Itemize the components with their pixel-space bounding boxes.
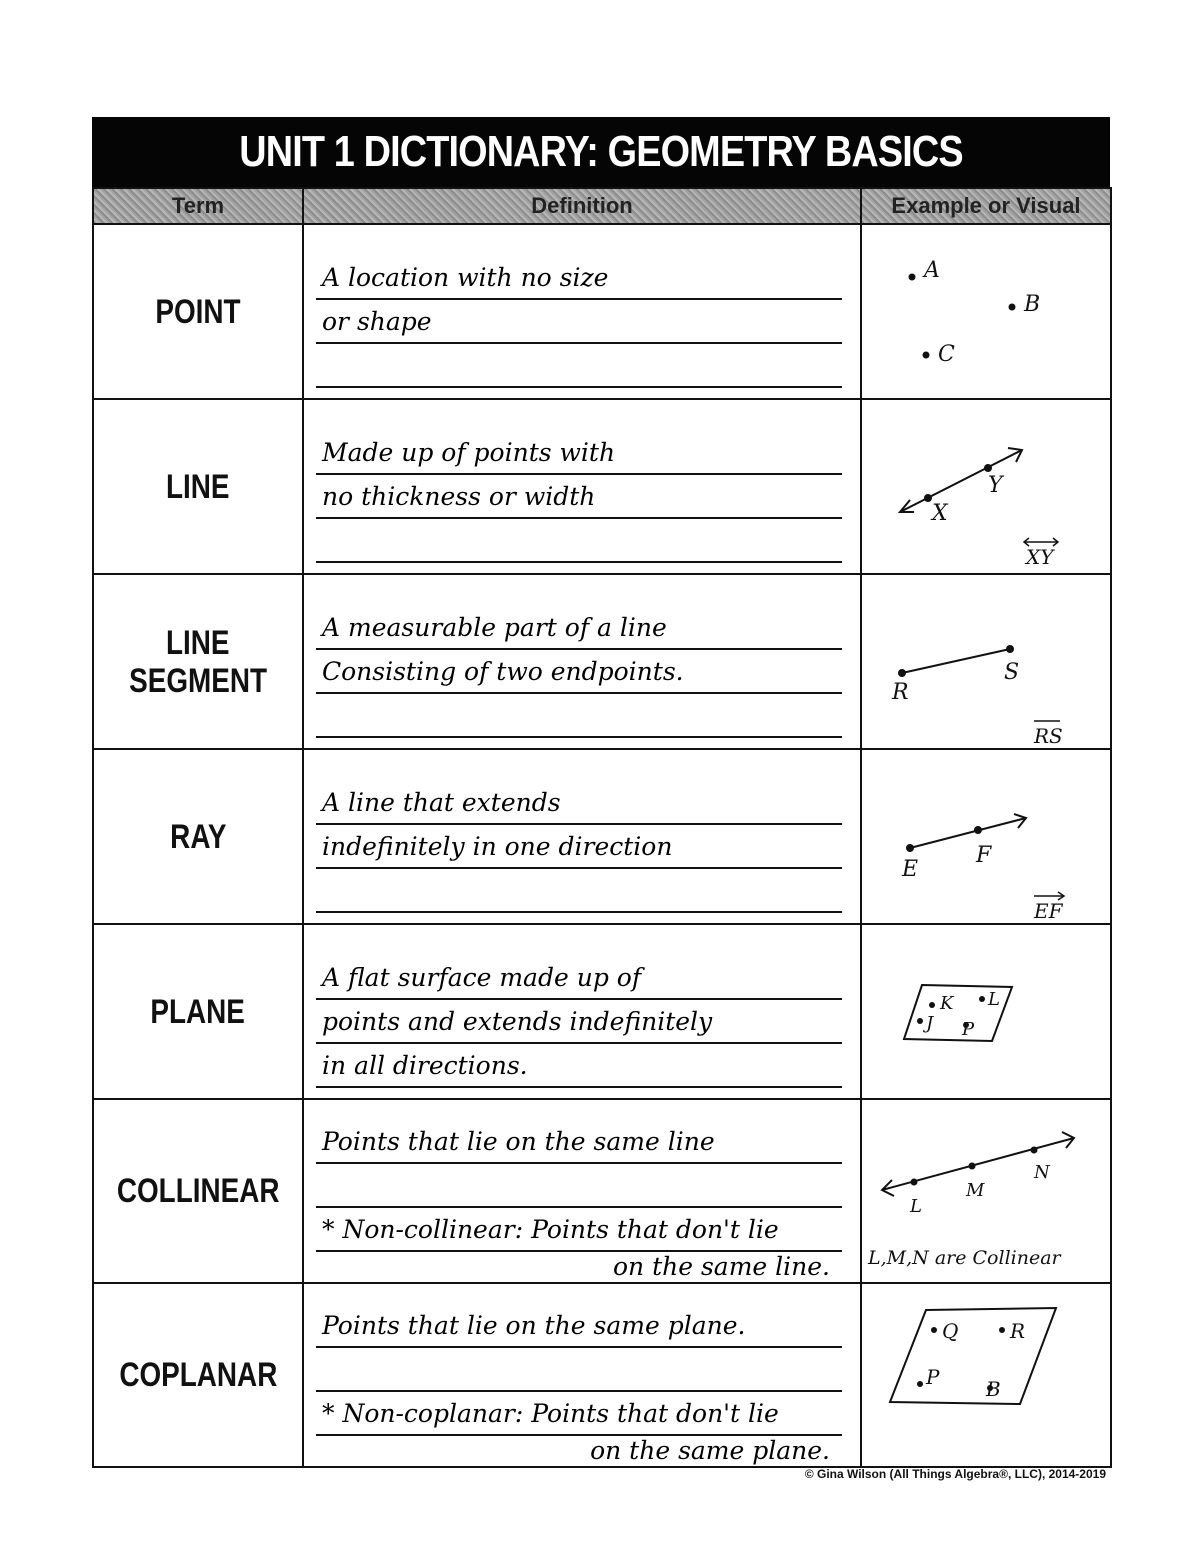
definition-line: A flat surface made up of: [316, 956, 842, 1000]
label-n: N: [1034, 1162, 1050, 1183]
definition-line: or shape: [316, 300, 842, 344]
ray-diagram: [862, 750, 1108, 922]
label-y: Y: [988, 473, 1003, 498]
definition-line: Points that lie on the same plane.: [316, 1304, 842, 1348]
header-row: [93, 188, 1111, 224]
visual-cell: [861, 399, 1111, 574]
term-cell: [93, 1283, 303, 1467]
visual-cell: [861, 1283, 1111, 1467]
collinear-diagram: [862, 1100, 1108, 1272]
term-line-segment-2: SEGMENT: [129, 661, 267, 700]
notation-rs: RS: [1034, 724, 1063, 747]
label-a: A: [924, 258, 940, 283]
label-e: E: [902, 857, 919, 882]
term-ray: RAY: [169, 817, 227, 856]
term-line-segment-1: LINE: [166, 623, 230, 662]
definition-line: [316, 694, 842, 738]
definition-line: [316, 344, 842, 388]
label-s: S: [1004, 660, 1020, 685]
definition-line: A line that extends: [316, 781, 842, 825]
label-c: C: [938, 342, 955, 367]
table-row: [93, 224, 1111, 399]
label-p: P: [926, 1365, 940, 1389]
label-p: P: [962, 1019, 975, 1040]
definition-line: A measurable part of a line: [316, 606, 842, 650]
term-collinear: COLLINEAR: [116, 1172, 280, 1210]
header-example: Example or Visual: [861, 188, 1111, 224]
dictionary-table: [92, 187, 1112, 1468]
definition-line: * Non-coplanar: Points that don't lie: [316, 1392, 842, 1436]
visual-cell: [861, 924, 1111, 1099]
line-diagram: [862, 400, 1108, 572]
segment-diagram: [862, 575, 1108, 747]
label-m: M: [966, 1180, 985, 1201]
visual-cell: [861, 574, 1111, 749]
term-point: POINT: [155, 292, 241, 331]
notation-xy: XY: [1026, 545, 1054, 569]
label-x: X: [932, 501, 948, 526]
table-row: [93, 1099, 1111, 1283]
plane-diagram: [862, 925, 1108, 1097]
definition-line: * Non-collinear: Points that don't lie: [316, 1208, 842, 1252]
label-k: K: [940, 993, 954, 1014]
notation-ef: EF: [1034, 899, 1063, 922]
definition-line: Consisting of two endpoints.: [316, 650, 842, 694]
points-diagram: [862, 225, 1108, 397]
table-row: [93, 749, 1111, 924]
label-l: L: [988, 989, 1000, 1010]
header-term: Term: [93, 188, 303, 224]
definition-cell: [303, 224, 861, 399]
label-b: B: [1024, 292, 1041, 317]
table-row: [93, 574, 1111, 749]
definition-cell: [303, 924, 861, 1099]
table-row: [93, 399, 1111, 574]
visual-cell: [861, 224, 1111, 399]
visual-cell: [861, 1099, 1111, 1283]
label-r: R: [892, 680, 909, 705]
visual-cell: [861, 749, 1111, 924]
definition-line: Points that lie on the same line: [316, 1120, 842, 1164]
term-coplanar: COPLANAR: [118, 1356, 277, 1394]
definition-line: in all directions.: [316, 1044, 842, 1088]
definition-cell: [303, 1099, 861, 1283]
term-cell: [93, 224, 303, 399]
label-f: F: [976, 843, 992, 868]
label-q: Q: [942, 1319, 959, 1343]
definition-line: A location with no size: [316, 256, 842, 300]
definition-cell: [303, 399, 861, 574]
definition-cell: [303, 574, 861, 749]
term-line: LINE: [166, 467, 230, 506]
definition-line: indefinitely in one direction: [316, 825, 842, 869]
definition-line: points and extends indefinitely: [316, 1000, 842, 1044]
term-cell: [93, 1099, 303, 1283]
header-definition: Definition: [303, 188, 861, 224]
definition-cell: [303, 1283, 861, 1467]
coplanar-diagram: [862, 1284, 1108, 1456]
table-row: [93, 924, 1111, 1099]
table-row: [93, 1283, 1111, 1467]
term-plane: PLANE: [150, 992, 246, 1031]
dictionary-sheet: [92, 117, 1110, 1468]
term-cell: [93, 574, 303, 749]
copyright-footer: © Gina Wilson (All Things Algebra®, LLC), 2014-2019: [804, 1467, 1106, 1481]
term-cell: [93, 399, 303, 574]
label-b: B: [986, 1377, 1001, 1401]
definition-line: on the same line.: [612, 1252, 830, 1281]
definition-line: [316, 1348, 842, 1392]
definition-line: no thickness or width: [316, 475, 842, 519]
definition-line: [316, 1164, 842, 1208]
term-cell: [93, 749, 303, 924]
definition-cell: [303, 749, 861, 924]
label-r: R: [1010, 1319, 1026, 1343]
label-l: L: [910, 1196, 922, 1217]
page-title: UNIT 1 DICTIONARY: GEOMETRY BASICS: [163, 117, 1038, 187]
definition-line: Made up of points with: [316, 431, 842, 475]
label-j: J: [926, 1013, 934, 1034]
definition-line: [316, 869, 842, 913]
title-banner: [92, 117, 1110, 187]
definition-line: on the same plane.: [590, 1436, 830, 1465]
collinear-caption: L,M,N are Collinear: [868, 1247, 1061, 1269]
definition-line: [316, 519, 842, 563]
term-cell: [93, 924, 303, 1099]
